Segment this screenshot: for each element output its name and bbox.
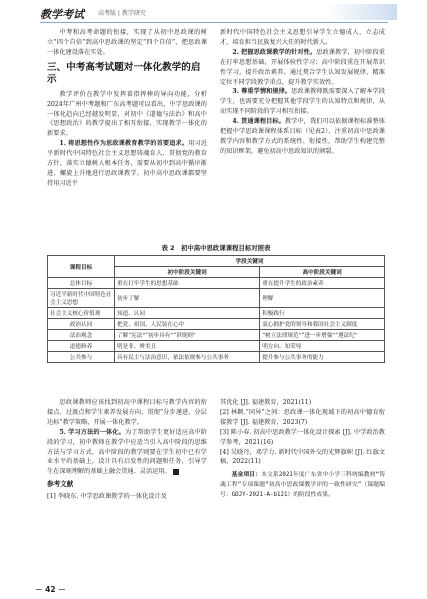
row-senior: 衷心拥护党的领导和我国社会主义制度: [260, 319, 385, 330]
row-senior: 明方向、知荣辱: [260, 341, 385, 352]
end-mark-icon: ▲: [173, 469, 179, 475]
table-header-row: [48, 256, 385, 267]
page-number: － 42 －: [35, 585, 66, 594]
right-column-bottom: [220, 398, 385, 500]
paragraph: [220, 87, 385, 117]
reference-item: [2] 林颖.“同异”之间：思政课一体化视域下的初高中德育衔接教学 [J]. 福建教育，2023(7): [220, 408, 385, 426]
row-category: 总体目标: [48, 278, 115, 289]
references-heading: 参考文献: [47, 480, 74, 489]
table-row: [48, 278, 385, 289]
journal-brand: 教学考试: [40, 8, 84, 21]
point-text: 思政课教学，初中阶段重在打牢思想基础，开展体验性学习；高中阶段重在开展常识性学习，提升政治素养。通过契合学生认知发展规律，精准定位不同学段教学重点，提升教学实效性。: [220, 48, 385, 86]
point-text: 用习近平新时代中国特色社会主义思想铸魂育人，贯彻党的教育方针，落实立德树人根本任务，需要从初中到高中循序渐进、螺旋上升地进行思政课教学。初中高中思政课都要坚持用习近平: [47, 140, 207, 187]
reference-item: 其优化 [J]. 福建教育，2021(11): [220, 399, 312, 406]
point-text: 教学中，我们可以依据课程标准整体把握中学思政课课程体系目标（见表2），注重初高中思政课教学内容和教学方式的系统性、衔接性，帮助学生构建完整的知识框架，避免初高中思政知识的割裂。: [220, 118, 385, 155]
curriculum-goals-table: [47, 255, 385, 363]
row-senior: 重在提升学生的政治素养: [260, 278, 385, 289]
table-row: [48, 289, 385, 308]
point-heading: 3. 尊重学情和规律。: [232, 88, 292, 96]
point-text: 为了帮助学生更好适应高中阶段的学习，初中教师在教学中应适当引入高中阶段的思维方法与学习方式，高中阶段的教学则要在学生初中已有学业水平的基础上，设计具有启发性的问题和任务，引导学生在深刻理解的基础上融会贯通、灵活运用。: [47, 428, 207, 476]
table-row: [48, 308, 385, 319]
paragraph: 新时代中国特色社会主义思想引导学生立德成人、立志成才，培育担当民族复兴大任的时代新人。: [220, 29, 385, 46]
table-row: [48, 319, 385, 330]
row-junior: 了解“宪法”“初步具有”“讲规则”: [115, 330, 260, 341]
paragraph: [47, 428, 207, 478]
table-row: [48, 341, 385, 352]
row-junior: 明是非、辨美丑: [115, 341, 260, 352]
header-rule: [40, 22, 388, 23]
reference-item: [3] 陈小春. 初高中思政教学一体化设计探索 [J]. 中学政治教学参考，2021(16): [220, 428, 385, 446]
point-heading: 2. 把握思政课教学的针对性。: [232, 48, 317, 56]
row-category: 公共参与: [48, 352, 115, 363]
fund-text: 本文系2021年度广东省中小学三科统编教材“铸魂工程”专项课题“初高中思政课教学评的一致性研究”（课题编号：GDJY-2021-A-b121）的阶段性成果。: [220, 472, 385, 498]
left-column-bottom: [47, 398, 207, 502]
row-junior: 具有民主与法治意识，依法依规参与公共事务: [115, 352, 260, 363]
row-junior: 重在打牢学生的思想基础: [115, 278, 260, 289]
table-row: [48, 330, 385, 341]
row-category: 法治观念: [48, 330, 115, 341]
header-stage: 学段关键词: [115, 256, 385, 267]
row-category: 道德修养: [48, 341, 115, 352]
paragraph: [220, 48, 385, 88]
row-category: 政治认同: [48, 319, 115, 330]
journal-subtitle: 高考版 | 教学研究: [98, 10, 146, 17]
left-column-top: [47, 28, 207, 189]
point-text: 思政课教师既需要深入了解本学段学生，也需要充分把握其他学段学生的认知特点和规律，从而实现不同阶段的学习相互衔接。: [220, 88, 386, 116]
row-senior: 理解: [260, 289, 385, 308]
header-decoration: [327, 4, 397, 20]
fund-note: [220, 471, 385, 500]
row-category: 社会主义核心价值观: [48, 308, 115, 319]
point-heading: 1. 将思想性作为思政课教育教学的首要追求。: [59, 140, 189, 148]
paragraph: [47, 139, 207, 189]
point-heading: 4. 贯通课程目标。: [232, 118, 285, 126]
header-junior: 初中阶段关键词: [115, 267, 260, 278]
row-senior: “树立法律规范”“进一步增强”“遵法纪”: [260, 330, 385, 341]
paragraph: 思政课教师应该找到初高中课程目标与教学内容的衔接点、过渡点和学生素养发展方向，贯彻“分步递进、分层达标”教学策略，开展一体化教学。: [47, 399, 207, 426]
paragraph: [220, 117, 385, 157]
table-caption: 表 2 初中高中思政课课程目标对照表: [161, 244, 271, 252]
curriculum-goals-table-block: [47, 243, 385, 363]
reference-item: [1] 李晓东. 中学思政课教学的一体化设计及: [47, 493, 167, 501]
table-row: [48, 352, 385, 363]
row-category: 习近平新时代中国特色社会主义思想: [48, 289, 115, 308]
reference-item: [4] 吴晓丹，邓学力. 新时代中国外交的光辉旗帜 [J]. 红旗文稿，2022(11): [220, 448, 385, 466]
paragraph: 教学评价在教学中发挥着指挥棒的导向功能，分析2024年广州中考题和广东高考题可以看出，中学思政课的一体化趋向已经越发明显，对初中《道德与法治》和高中《思想政治》的教学提出了相互衔接、实现教学一体化的新要求。: [47, 90, 207, 138]
row-junior: 把党、祖国、人民装在心中: [115, 319, 260, 330]
row-senior: 提升参与公共事务的能力: [260, 352, 385, 363]
fund-heading: 基金项目：: [231, 472, 262, 479]
row-senior: 积极践行: [260, 308, 385, 319]
header-target: 课程目标: [48, 256, 115, 278]
paragraph: 中考和高考命题的衔接，实现了从初中思政课的树立“四个自信”到高中思政课的坚定“四个自信”，把思政课一体化建设落在实处。: [47, 29, 207, 56]
right-column-top: [220, 28, 385, 157]
section-heading: 三、中考高考试题对一体化教学的启示: [47, 61, 201, 85]
row-junior: 初步了解: [115, 289, 260, 308]
header-senior: 高中阶段关键词: [260, 267, 385, 278]
row-junior: 知道、认同: [115, 308, 260, 319]
point-heading: 5. 学习方法的一体化。: [59, 428, 125, 436]
